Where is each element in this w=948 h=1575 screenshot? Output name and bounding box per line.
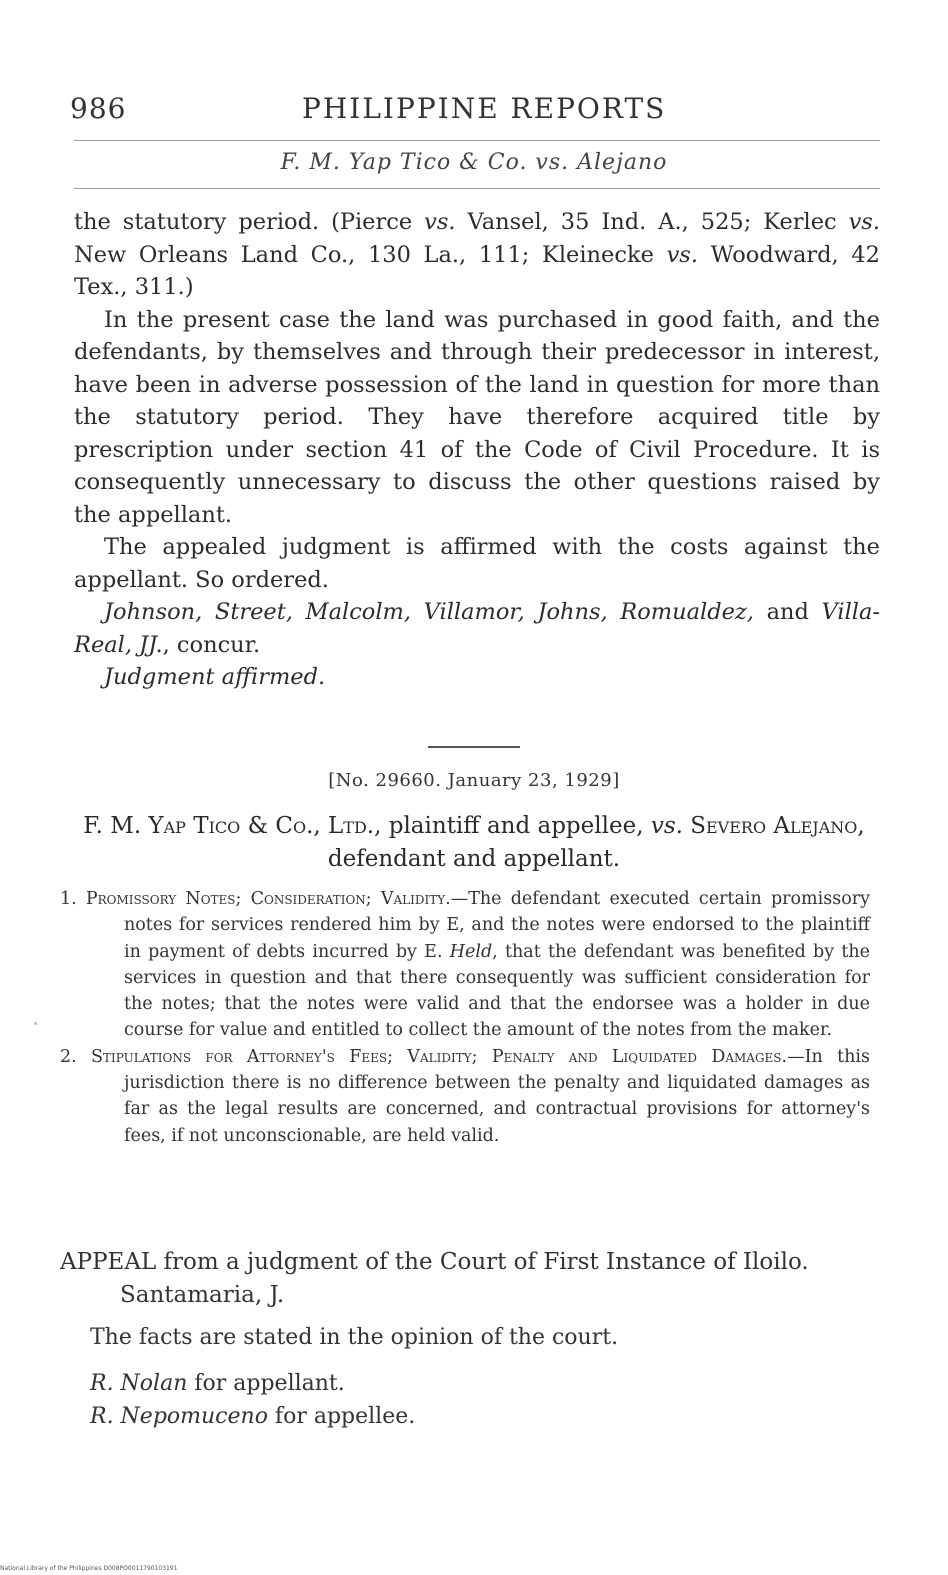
holding-paragraph: In the present case the land was purchased in good faith, and the defendants, by themselves and through their predecessor in interest, have been in adverse possession of the land in question for more than the statutory period. They have therefore acquired title by prescription under section 41 of the Code of Civil Procedure. It is consequently unnecessary to discuss the other questions raised by the appellant. — [74, 306, 880, 528]
judgment-line: Judgment affirmed. — [104, 664, 326, 690]
syllabus-item: 1. Promissory Notes; Consideration; Validity.—The defendant executed certain promissory notes for services rendered him by E, and the notes were endorsed to the plaintiff in payment of debts incurred by E. Held, that the defendant was benefited by the services in question and that there consequently was sufficient consideration for the notes; that the notes were valid and that the endorsee was a holder in due course for value and entitled to collect the amount of the notes from the maker. — [60, 889, 871, 1041]
page-header — [70, 92, 870, 132]
page-number: 986 — [70, 92, 127, 125]
concurrence-line: Johnson, Street, Malcolm, Villamor, Johns, Romualdez, and Villa-Real, JJ., concur. — [74, 599, 880, 658]
syllabus-item: 2. Stipulations for Attorney's Fees; Validity; Penalty and Liquidated Damages.—In this jurisdiction there is no difference between the penalty and liquidated damages as far as the legal results are concerned, and contractual provisions for attorney's fees, if not unconscionable, are held valid. — [60, 1046, 871, 1146]
case-caption: F. M. Yap Tico & Co., Ltd., plaintiff and appellee, vs. Severo Alejano, defendant and appellant. — [83, 813, 865, 872]
running-title: PHILIPPINE REPORTS — [302, 92, 667, 125]
header-rule-top — [74, 140, 880, 141]
scan-footer: National Library of the Philippines D008PO0011790103191 — [0, 1565, 178, 1572]
case-caption-header: F. M. Yap Tico & Co. vs. Alejano — [280, 150, 668, 175]
citation-paragraph: the statutory period. (Pierce vs. Vansel, 35 Ind. A., 525; Kerlec vs. New Orleans Land Co., 130 La., 111; Kleinecke vs. Woodward, 42 Tex., 311.) — [74, 209, 880, 300]
syllabus — [60, 886, 870, 1149]
disposition-paragraph: The appealed judgment is affirmed with the costs against the appellant. So ordered. — [74, 534, 880, 593]
previous-case-text — [74, 206, 880, 694]
counsel-appellant: R. Nolan for appellant. — [90, 1371, 345, 1396]
facts-line: The facts are stated in the opinion of the court. — [90, 1325, 619, 1350]
appeal-paragraph: APPEAL from a judgment of the Court of First Instance of Iloilo. Santamaria, J. — [60, 1249, 809, 1308]
section-divider — [428, 746, 520, 748]
docket-line: [No. 29660. January 23, 1929] — [328, 770, 620, 791]
scan-speck — [34, 1022, 37, 1025]
counsel-appellee: R. Nepomuceno for appellee. — [90, 1404, 416, 1429]
header-rule-bottom — [74, 188, 880, 189]
